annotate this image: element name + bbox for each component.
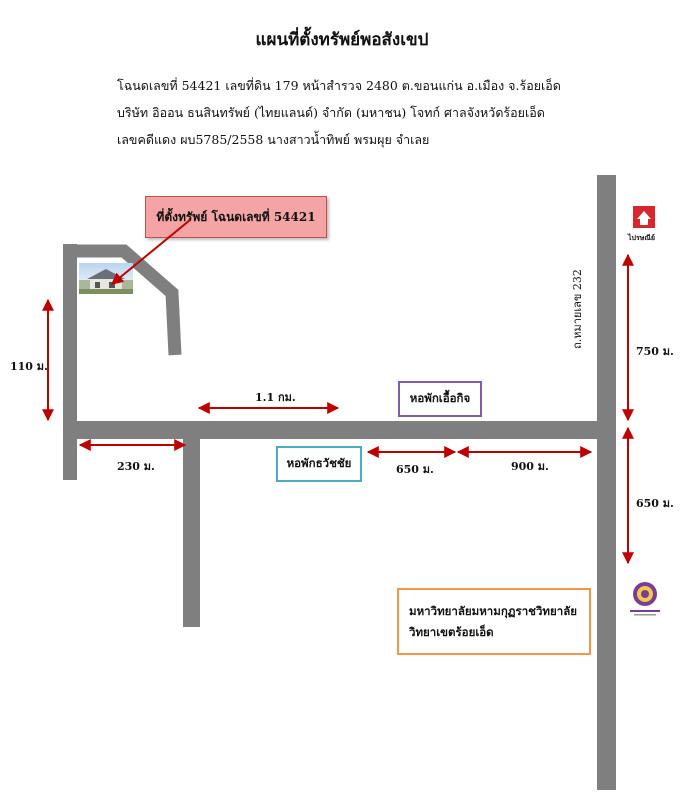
highway-label: ถ.หมายเลข 232	[571, 269, 584, 349]
distance-label-1-1: 1.1 กม.	[255, 391, 296, 404]
dorm-1-label: หอพักเอื้อกิจ	[409, 391, 471, 405]
distance-label-750: 750 ม.	[636, 345, 674, 358]
distance-label-650-road: 650 ม.	[396, 463, 434, 476]
page-title: แผนที่ตั้งทรัพย์พอสังเขป	[255, 30, 429, 50]
university-logo-icon	[628, 580, 662, 618]
distance-label-110: 110 ม.	[10, 360, 48, 373]
university-box	[397, 588, 591, 655]
university-line-2: วิทยาเขตร้อยเอ็ด	[409, 624, 494, 639]
post-office-icon	[631, 205, 657, 235]
distance-label-900: 900 ม.	[511, 460, 549, 473]
university-line-1: มหาวิทยาลัยมหามกุฏราชวิทยาลัย	[409, 603, 577, 618]
distance-label-650-right: 650 ม.	[636, 497, 674, 510]
dorm-uea-kit	[398, 381, 482, 417]
post-office-label: ไปรษณีย์	[628, 233, 655, 242]
info-line-2: บริษัท อิออน ธนสินทรัพย์ (ไทยแลนด์) จำกัด (มหาชน) โจทก์ ศาลจังหวัดร้อยเอ็ด	[117, 105, 545, 120]
info-line-1: โฉนดเลขที่ 54421 เลขที่ดิน 179 หน้าสำรวจ 2480 ต.ขอนแก่น อ.เมือง จ.ร้อยเอ็ด	[117, 78, 561, 93]
distance-label-230: 230 ม.	[117, 460, 155, 473]
info-line-3: เลขคดีแดง ผบ5785/2558 นางสาวน้ำทิพย์ พรมผุย จำเลย	[117, 132, 430, 147]
dorm-thawatchai	[276, 446, 362, 482]
dorm-2-label: หอพักธวัชชัย	[286, 456, 352, 470]
callout-label: ที่ตั้งทรัพย์ โฉนดเลขที่ 54421	[156, 209, 316, 224]
callout-pointer	[112, 220, 190, 284]
